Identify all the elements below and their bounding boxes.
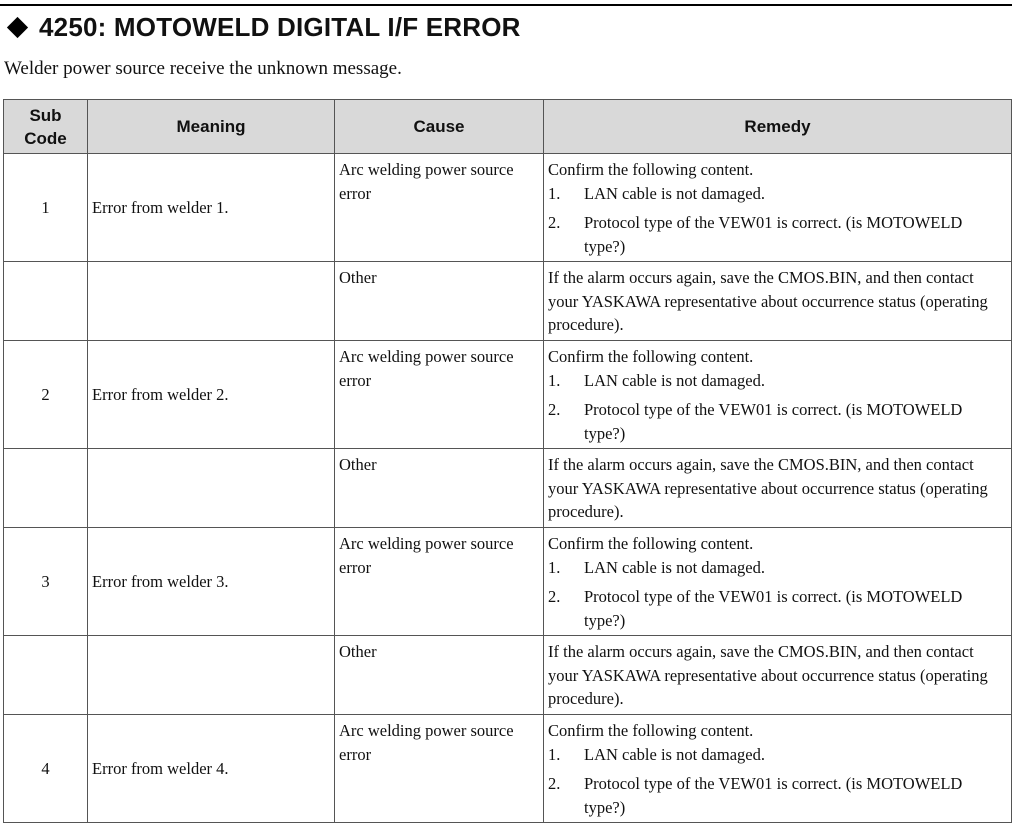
top-rule	[0, 4, 1012, 6]
table-row	[4, 636, 1012, 715]
meaning-cell: Error from welder 4.	[88, 715, 335, 823]
sub-code-cell	[4, 262, 88, 341]
remedy-item: 1. LAN cable is not damaged.	[548, 183, 765, 203]
meaning-cell	[88, 262, 335, 341]
meaning-cell: Error from welder 2.	[88, 341, 335, 449]
table-header-row	[4, 100, 1012, 154]
cause-cell: Other	[335, 636, 544, 715]
sub-code-cell: 3	[4, 528, 88, 636]
cause-cell: Arc welding power source error	[335, 341, 544, 449]
remedy-cell: If the alarm occurs again, save the CMOS.BIN, and then contact your YASKAWA representative about occurrence status (operating procedure).	[544, 449, 1012, 528]
diamond-bullet-icon	[7, 16, 28, 37]
remedy-intro: Confirm the following content.	[548, 160, 754, 179]
remedy-cell	[544, 154, 1012, 262]
header-sub-code: Sub Code	[4, 100, 88, 154]
remedy-item: 2. Protocol type of the VEW01 is correct. (is MOTOWELD type?)	[548, 587, 963, 630]
table-row	[4, 528, 1012, 636]
sub-code-cell: 2	[4, 341, 88, 449]
remedy-cell	[544, 341, 1012, 449]
remedy-item: 1. LAN cable is not damaged.	[548, 557, 765, 577]
remedy-item: 2. Protocol type of the VEW01 is correct. (is MOTOWELD type?)	[548, 774, 963, 817]
section-title: 4250: MOTOWELD DIGITAL I/F ERROR	[39, 11, 521, 42]
cause-cell: Arc welding power source error	[335, 715, 544, 823]
remedy-item: 1. LAN cable is not damaged.	[548, 744, 765, 764]
remedy-intro: Confirm the following content.	[548, 347, 754, 366]
table-row	[4, 154, 1012, 262]
intro-text: Welder power source receive the unknown message.	[4, 58, 402, 79]
cause-cell: Other	[335, 262, 544, 341]
sub-code-cell: 4	[4, 715, 88, 823]
meaning-cell	[88, 449, 335, 528]
header-remedy: Remedy	[544, 100, 1012, 154]
alarm-table	[3, 99, 1012, 823]
remedy-item: 2. Protocol type of the VEW01 is correct. (is MOTOWELD type?)	[548, 213, 963, 256]
cause-cell: Arc welding power source error	[335, 154, 544, 262]
remedy-intro: Confirm the following content.	[548, 721, 754, 740]
table-row	[4, 262, 1012, 341]
remedy-cell	[544, 715, 1012, 823]
header-cause: Cause	[335, 100, 544, 154]
sub-code-cell	[4, 449, 88, 528]
table-row	[4, 341, 1012, 449]
meaning-cell: Error from welder 1.	[88, 154, 335, 262]
cause-cell: Arc welding power source error	[335, 528, 544, 636]
remedy-cell: If the alarm occurs again, save the CMOS.BIN, and then contact your YASKAWA representative about occurrence status (operating procedure).	[544, 262, 1012, 341]
remedy-item: 2. Protocol type of the VEW01 is correct. (is MOTOWELD type?)	[548, 400, 963, 443]
meaning-cell: Error from welder 3.	[88, 528, 335, 636]
sub-code-cell	[4, 636, 88, 715]
remedy-cell: If the alarm occurs again, save the CMOS.BIN, and then contact your YASKAWA representative about occurrence status (operating procedure).	[544, 636, 1012, 715]
section-heading	[4, 10, 521, 44]
header-meaning: Meaning	[88, 100, 335, 154]
sub-code-cell: 1	[4, 154, 88, 262]
remedy-intro: Confirm the following content.	[548, 534, 754, 553]
table-row	[4, 449, 1012, 528]
table-row	[4, 715, 1012, 823]
remedy-cell	[544, 528, 1012, 636]
remedy-item: 1. LAN cable is not damaged.	[548, 370, 765, 390]
cause-cell: Other	[335, 449, 544, 528]
meaning-cell	[88, 636, 335, 715]
